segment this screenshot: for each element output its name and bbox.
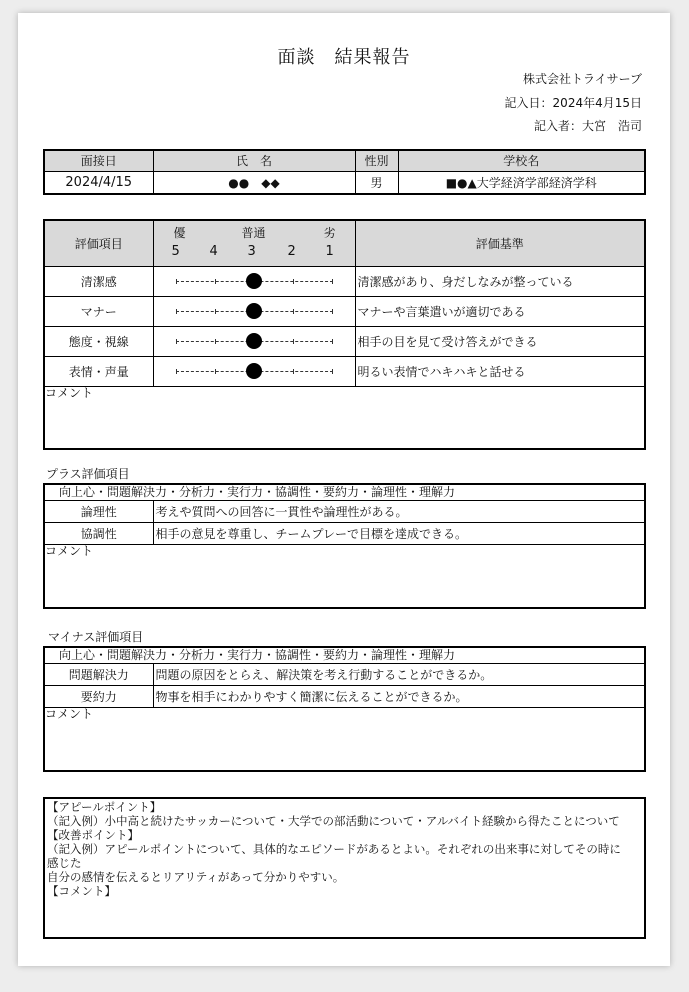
improvement-example: （記入例）アピールポイントについて、具体的なエピソードがあるとよい。それぞれの出来事に対してその時に bbox=[47, 842, 621, 856]
scale-tick bbox=[332, 369, 333, 374]
header-eval-item: 評価項目 bbox=[44, 220, 153, 266]
scale-average: 普通 bbox=[241, 226, 266, 241]
eval-row bbox=[44, 356, 645, 386]
comment-heading: 【コメント】 bbox=[47, 884, 116, 898]
minus-section-title: マイナス評価項目 bbox=[48, 630, 144, 644]
eval-row bbox=[44, 266, 645, 296]
evaluation-table bbox=[43, 219, 646, 450]
plus-item: 論理性 bbox=[44, 500, 153, 522]
minus-table bbox=[43, 646, 646, 772]
rating-dot[interactable] bbox=[246, 363, 262, 379]
minus-item: 問題解決力 bbox=[44, 663, 153, 685]
eval-criteria: マナーや言葉遣いが適切である bbox=[355, 296, 645, 326]
eval-item: 表情・声量 bbox=[44, 356, 153, 386]
eval-item: 態度・視線 bbox=[44, 326, 153, 356]
eval-row bbox=[44, 296, 645, 326]
appeal-example: （記入例）小中高と続けたサッカーについて・大学での部活動について・アルバイト経験から得たことについて bbox=[47, 814, 620, 828]
header-eval-criteria: 評価基準 bbox=[355, 220, 645, 266]
minus-traits-list: 向上心・問題解決力・分析力・実行力・協調性・要約力・論理性・理解力 bbox=[44, 647, 645, 663]
minus-text: 物事を相手にわかりやすく簡潔に伝えることができるか。 bbox=[153, 685, 645, 707]
scale-tick bbox=[215, 279, 216, 284]
scale-tick bbox=[332, 279, 333, 284]
scale-tick bbox=[176, 339, 177, 344]
scale-tick bbox=[176, 369, 177, 374]
header-school: 学校名 bbox=[398, 150, 645, 171]
eval-criteria: 明るい表情でハキハキと話せる bbox=[355, 356, 645, 386]
eval-comment-box[interactable] bbox=[44, 386, 645, 449]
entry-date: 記入日：2024年4月15日 bbox=[504, 96, 642, 110]
scale-num-3: 3 bbox=[247, 244, 256, 260]
plus-text: 考えや質問への回答に一貫性や論理性がある。 bbox=[153, 500, 645, 522]
entry-writer: 記入者：大宮 浩司 bbox=[533, 119, 642, 133]
candidate-name: ●● ◆◆ bbox=[153, 171, 355, 194]
header-gender: 性別 bbox=[355, 150, 398, 171]
scale-tick bbox=[332, 309, 333, 314]
eval-item: 清潔感 bbox=[44, 266, 153, 296]
candidate-school: ■●▲大学経済学部経済学科 bbox=[398, 171, 645, 194]
scale-tick bbox=[215, 309, 216, 314]
appeal-box[interactable] bbox=[43, 797, 646, 939]
plus-row bbox=[44, 522, 645, 544]
eval-criteria: 相手の目を見て受け答えができる bbox=[355, 326, 645, 356]
scale-best: 優 bbox=[173, 226, 186, 241]
rating-scale bbox=[153, 356, 355, 386]
company-name: 株式会社トライサーブ bbox=[522, 72, 642, 86]
improvement-example-cont2: 自分の感情を伝えるとリアリティがあって分かりやすい。 bbox=[47, 870, 345, 884]
minus-comment-label: コメント bbox=[45, 706, 94, 721]
scale-num-1: 1 bbox=[325, 244, 334, 260]
report-page bbox=[18, 13, 670, 966]
rating-dot[interactable] bbox=[246, 333, 262, 349]
scale-tick bbox=[176, 279, 177, 284]
scale-tick bbox=[215, 339, 216, 344]
header-name: 氏 名 bbox=[153, 150, 355, 171]
minus-comment-box[interactable] bbox=[44, 707, 645, 771]
candidate-gender: 男 bbox=[355, 171, 398, 194]
minus-row bbox=[44, 663, 645, 685]
scale-worst: 劣 bbox=[323, 226, 336, 241]
appeal-heading: 【アピールポイント】 bbox=[47, 800, 162, 814]
plus-comment-box[interactable] bbox=[44, 544, 645, 608]
minus-item: 要約力 bbox=[44, 685, 153, 707]
plus-section-title: プラス評価項目 bbox=[46, 467, 130, 481]
header-interview-date: 面接日 bbox=[44, 150, 153, 171]
interview-date: 2024/4/15 bbox=[44, 171, 153, 194]
rating-scale bbox=[153, 326, 355, 356]
scale-tick bbox=[293, 369, 294, 374]
eval-row bbox=[44, 326, 645, 356]
eval-comment-label: コメント bbox=[45, 385, 94, 400]
improvement-heading: 【改善ポイント】 bbox=[47, 828, 139, 842]
plus-table bbox=[43, 483, 646, 609]
minus-row bbox=[44, 685, 645, 707]
plus-traits-list: 向上心・問題解決力・分析力・実行力・協調性・要約力・論理性・理解力 bbox=[44, 484, 645, 500]
plus-row bbox=[44, 500, 645, 522]
minus-text: 問題の原因をとらえ、解決策を考え行動することができるか。 bbox=[153, 663, 645, 685]
rating-dot[interactable] bbox=[246, 273, 262, 289]
scale-tick bbox=[215, 369, 216, 374]
scale-num-5: 5 bbox=[171, 244, 180, 260]
rating-scale bbox=[153, 266, 355, 296]
plus-text: 相手の意見を尊重し、チームプレーで目標を達成できる。 bbox=[153, 522, 645, 544]
scale-tick bbox=[293, 339, 294, 344]
scale-num-4: 4 bbox=[209, 244, 218, 260]
plus-item: 協調性 bbox=[44, 522, 153, 544]
plus-comment-label: コメント bbox=[45, 543, 94, 558]
rating-dot[interactable] bbox=[246, 303, 262, 319]
scale-tick bbox=[176, 309, 177, 314]
info-table bbox=[43, 149, 646, 195]
scale-tick bbox=[293, 279, 294, 284]
scale-num-2: 2 bbox=[287, 244, 296, 260]
rating-scale bbox=[153, 296, 355, 326]
improvement-example-cont1: 感じた bbox=[47, 856, 82, 870]
eval-item: マナー bbox=[44, 296, 153, 326]
scale-tick bbox=[293, 309, 294, 314]
scale-tick bbox=[332, 339, 333, 344]
page-title: 面談 結果報告 bbox=[277, 47, 411, 68]
scale-header bbox=[153, 220, 355, 266]
eval-criteria: 清潔感があり、身だしなみが整っている bbox=[355, 266, 645, 296]
